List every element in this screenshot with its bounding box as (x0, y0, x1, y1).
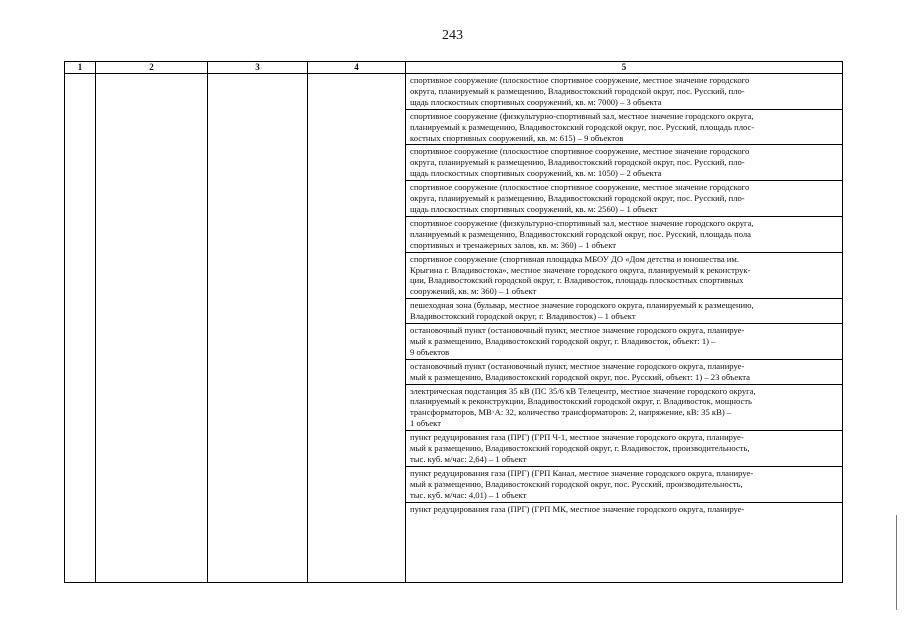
object-entry: остановочный пункт (остановочный пункт, местное значение городского округа, планируе- мый к размещению, Владивостокский городской округ, пос. Русский, объект: 1) – 23 объекта (406, 360, 842, 385)
object-entry: спортивное сооружение (плоскостное спортивное сооружение, местное значение городского округа, планируемый к размещению, Владивостокский городской округ, пос. Русский, пло- щадь плоскостных спортивных сооружений, кв. м: 7000) – 3 объекта (406, 74, 842, 110)
column-5-cell (406, 74, 843, 583)
column-header-4: 4 (308, 62, 406, 74)
column-1-cell (65, 74, 96, 583)
column-2-cell (96, 74, 208, 583)
page-number: 243 (442, 28, 463, 43)
column-header-1: 1 (65, 62, 96, 74)
table-body-row (65, 74, 843, 583)
object-entry: спортивное сооружение (плоскостное спортивное сооружение, местное значение городского округа, планируемый к размещению, Владивостокский городской округ, пос. Русский, пло- щадь плоскостных спортивных сооружений, кв. м: 2560) – 1 объект (406, 181, 842, 217)
column-header-5: 5 (406, 62, 843, 74)
object-entry: пункт редуцирования газа (ПРГ) (ГРП Ч-1, местное значение городского округа, планируе- мый к размещению, Владивостокский городской округ, г. Владивосток, производительность, тыс. куб. м/час: 2,64) – 1 объект (406, 431, 842, 467)
column-header-3: 3 (208, 62, 308, 74)
document-table (64, 61, 843, 583)
column-3-cell (208, 74, 308, 583)
column-4-cell (308, 74, 406, 583)
object-entry: остановочный пункт (остановочный пункт, местное значение городского округа, планируе- мый к размещению, Владивостокский городской округ, г. Владивосток, объект: 1) – 9 объектов (406, 324, 842, 360)
table-header-row (65, 62, 843, 74)
object-entry: электрическая подстанция 35 кВ (ПС 35/6 кВ Телецентр, местное значение городского округа, планируемый к реконструкции, Владивостокский городской округ, г. Владивосток, мощность трансформаторов, МВ·А: 32, количество трансформаторов: 2, напряжение, кВ: 35 кВ) – 1 объект (406, 385, 842, 432)
object-entry: спортивное сооружение (физкультурно-спортивный зал, местное значение городского округа, планируемый к размещению, Владивостокский городской округ, пос. Русский, площадь плос- костных спортивных сооружений, кв. м: 615) – 9 объектов (406, 110, 842, 146)
object-entry: спортивное сооружение (спортивная площадка МБОУ ДО «Дом детства и юношества им. Крыгина г. Владивостока», местное значение городского округа, планируемый к реконструк- ции, Владивостокский городской округ, г. Владивосток, площадь плоскостных спортивных сооружений, кв. м: 360) – 1 объект (406, 253, 842, 300)
column-header-2: 2 (96, 62, 208, 74)
object-entry: пешеходная зона (бульвар, местное значение городского округа, планируемый к размещению, Владивостокский городской округ, г. Владивосток) – 1 объект (406, 299, 842, 324)
object-entry: спортивное сооружение (физкультурно-спортивный зал, местное значение городского округа, планируемый к размещению, Владивостокский городской округ, пос. Русский, площадь пола спортивных и тренажерных залов, кв. м: 360) – 1 объект (406, 217, 842, 253)
object-entry: спортивное сооружение (плоскостное спортивное сооружение, местное значение городского округа, планируемый к размещению, Владивостокский городской округ, пос. Русский, пло- щадь плоскостных спортивных сооружений, кв. м: 1050) – 2 объекта (406, 145, 842, 181)
object-entry: пункт редуцирования газа (ПРГ) (ГРП Канал, местное значение городского округа, планируе- мый к размещению, Владивостокский городской округ, пос. Русский, производительность, тыс. куб. м/час: 4,01) – 1 объект (406, 467, 842, 503)
page-edge-mark (896, 515, 897, 610)
object-entry: пункт редуцирования газа (ПРГ) (ГРП МК, местное значение городского округа, планируе- (410, 503, 745, 514)
